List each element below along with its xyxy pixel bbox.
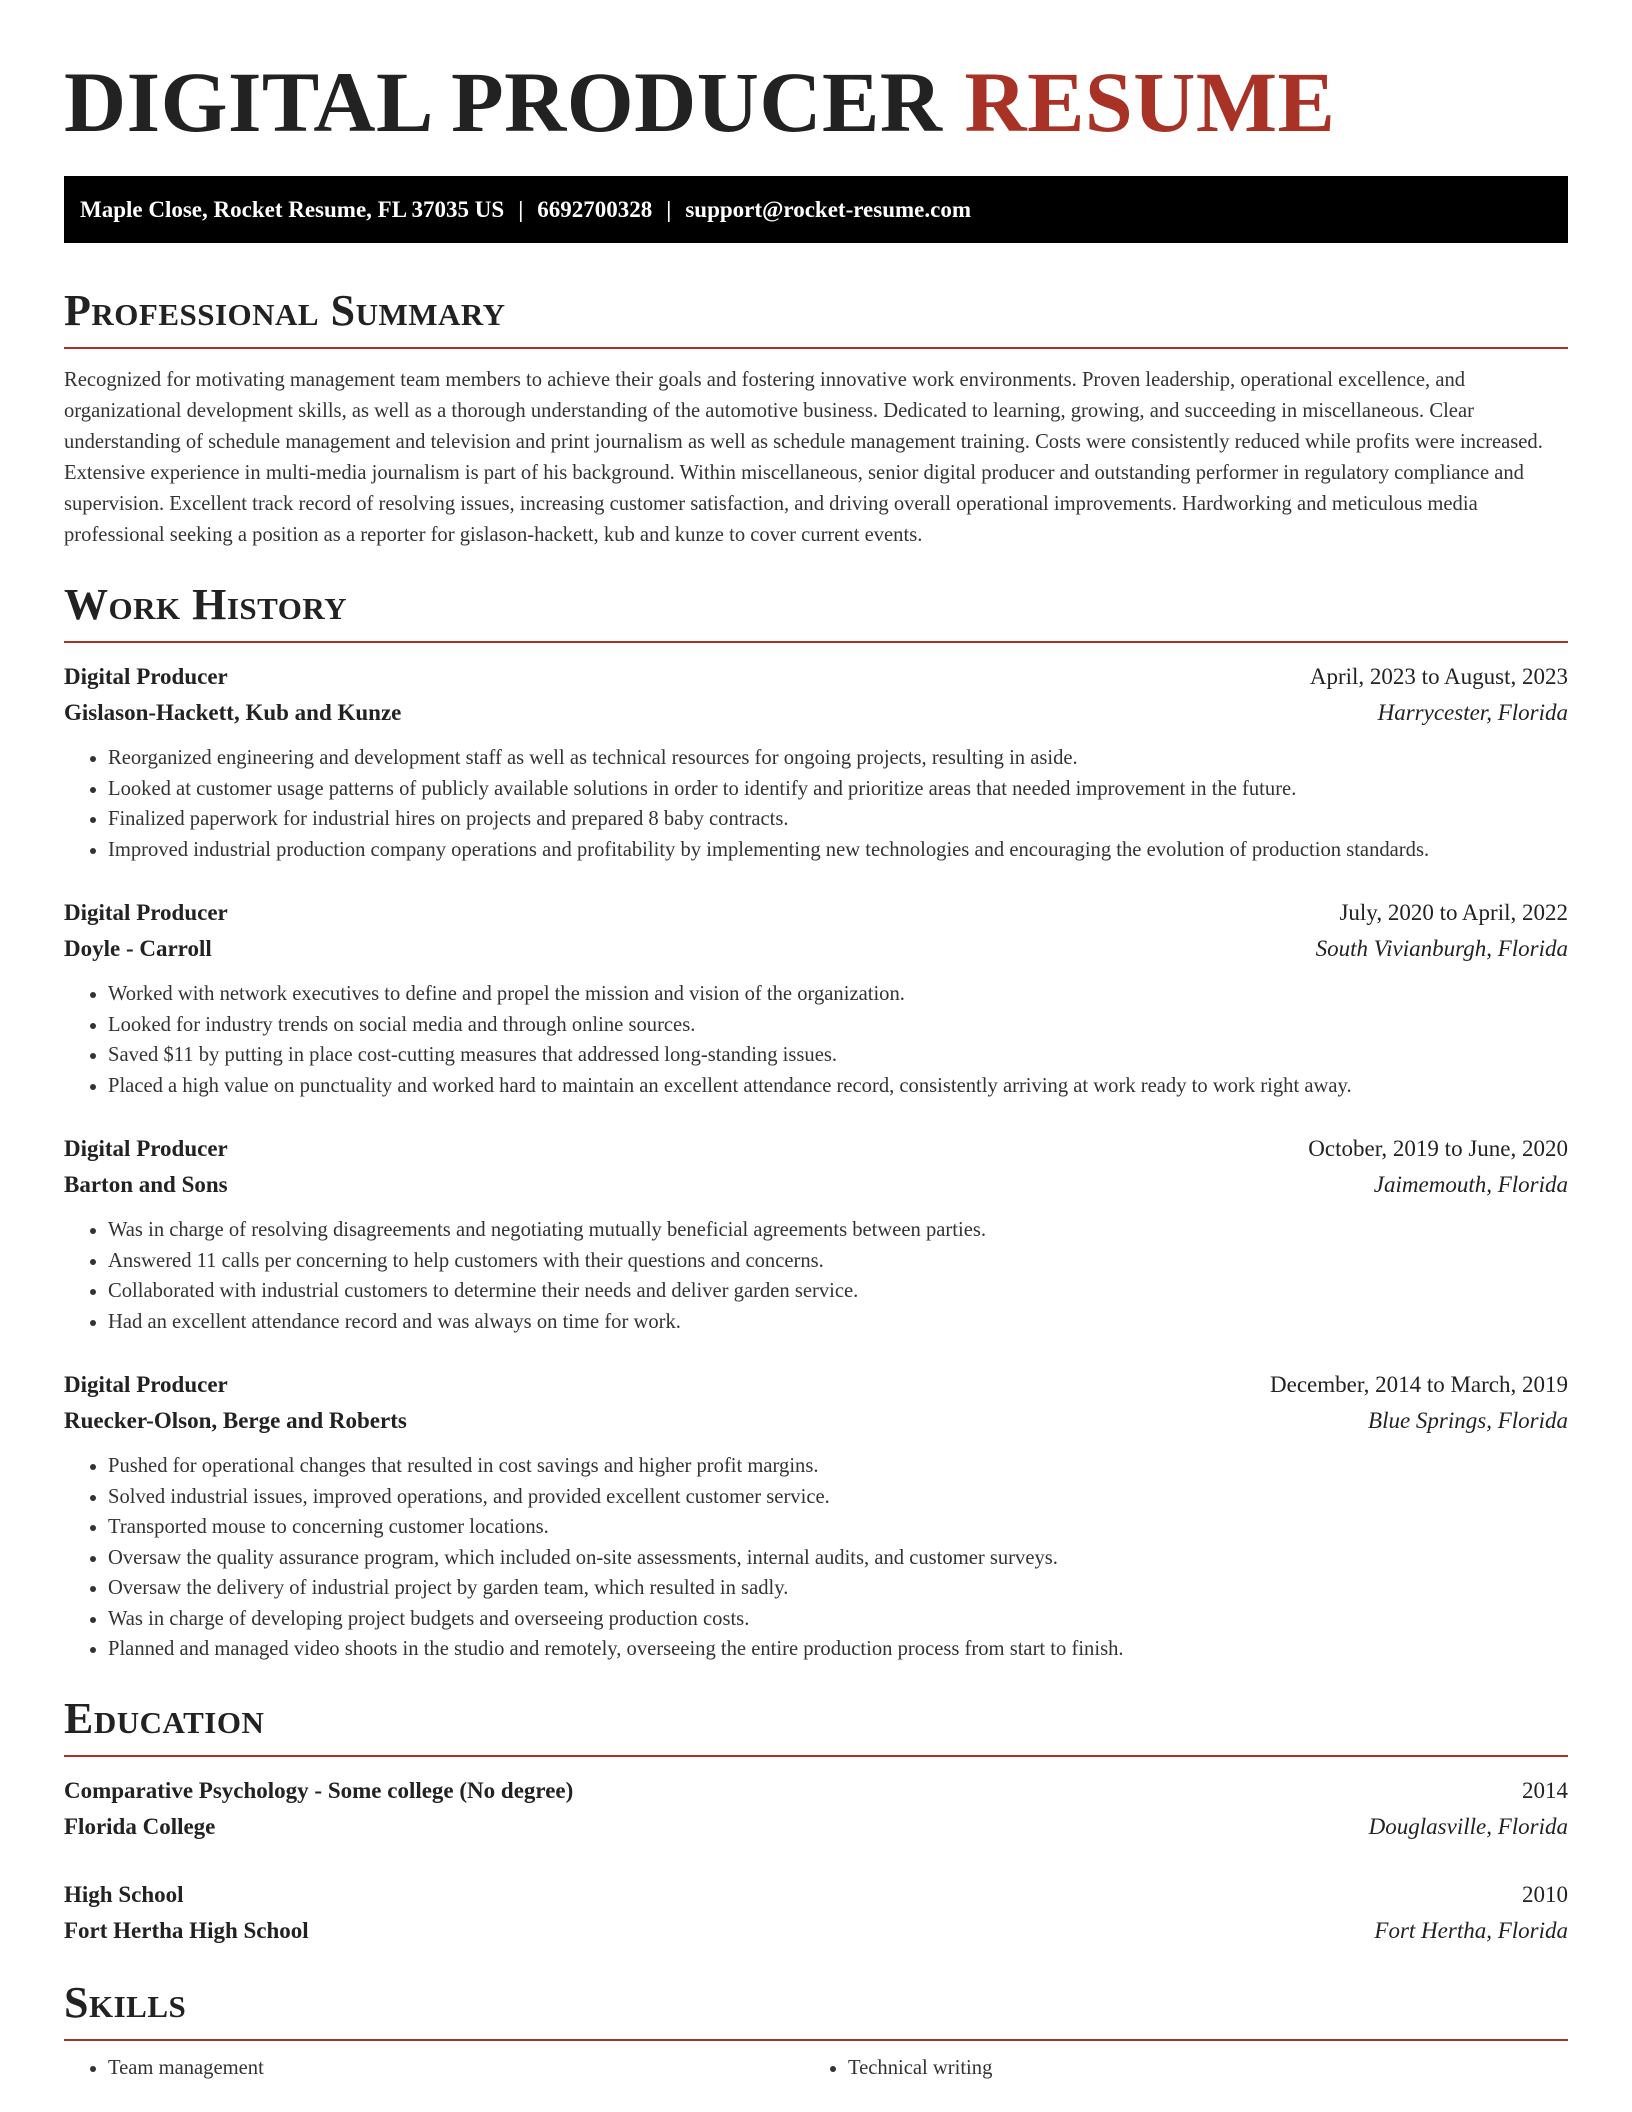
education-entry-subheader (64, 1913, 1568, 1949)
job-bullet: • Planned and managed video shoots in the studio and remotely, overseeing the entire production process from start to finish. (108, 1634, 1568, 1665)
job-bullets (64, 1451, 1568, 1665)
education-divider (64, 1755, 1568, 1757)
job-bullet: • Worked with network executives to define and propel the mission and vision of the organization. (108, 979, 1568, 1010)
job-title: Digital Producer (64, 1372, 228, 1397)
company-name: Ruecker-Olson, Berge and Roberts (64, 1408, 407, 1433)
contact-bar (64, 176, 1568, 243)
work-entry-subheader (64, 1403, 1568, 1439)
work-entry (64, 659, 1568, 865)
education-year: 2014 (1522, 1777, 1568, 1803)
title-main: DIGITAL PRODUCER (64, 54, 943, 150)
job-bullet: • Collaborated with industrial customers to determine their needs and deliver garden service. (108, 1276, 1568, 1307)
education-entry (64, 1773, 1568, 1845)
school-location: Douglasville, Florida (1368, 1813, 1568, 1839)
summary-text: Recognized for motivating management team members to achieve their goals and fostering innovative work environments. Proven leadership, operational excellence, and organizational development skills, as well as a thorough understanding of the automotive business. Dedicated to learning, growing, and succeeding in miscellaneous. Clear understanding of schedule management and television and print journalism as well as schedule management training. Costs were consistently reduced while profits were increased. Extensive experience in multi-media journalism is part of his background. Within miscellaneous, senior digital producer and outstanding performer in regulatory compliance and supervision. Excellent track record of resolving issues, increasing customer satisfaction, and driving overall operational improvements. Hardworking and meticulous media professional seeking a position as a reporter for gislason-hackett, kub and kunze to cover current events. (64, 369, 1543, 546)
work-entry (64, 895, 1568, 1101)
job-location: South Vivianburgh, Florida (1315, 936, 1568, 961)
work-entry-header (64, 1131, 1568, 1167)
job-bullet: • Looked at customer usage patterns of publicly available solutions in order to identify and prioritize areas that needed improvement in the future. (108, 774, 1568, 805)
job-bullet: • Saved $11 by putting in place cost-cutting measures that addressed long-standing issues. (108, 1040, 1568, 1071)
work-entry-subheader (64, 931, 1568, 967)
job-bullet: • Solved industrial issues, improved operations, and provided excellent customer service. (108, 1482, 1568, 1513)
company-name: Doyle - Carroll (64, 936, 212, 961)
job-bullet: • Finalized paperwork for industrial hires on projects and prepared 8 baby contracts. (108, 804, 1568, 835)
job-bullet: • Reorganized engineering and development staff as well as technical resources for ongoing projects, resulting in aside. (108, 743, 1568, 774)
title-accent: RESUME (964, 54, 1336, 150)
job-dates: July, 2020 to April, 2022 (1339, 900, 1568, 925)
contact-separator: | (518, 197, 524, 222)
work-history-divider (64, 641, 1568, 643)
summary-divider (64, 347, 1568, 349)
job-bullet: • Oversaw the delivery of industrial project by garden team, which resulted in sadly. (108, 1573, 1568, 1604)
resume-page (64, 0, 1568, 2083)
job-location: Jaimemouth, Florida (1373, 1172, 1568, 1197)
job-bullet: • Had an excellent attendance record and was always on time for work. (108, 1307, 1568, 1338)
job-bullet: • Answered 11 calls per concerning to help customers with their questions and concerns. (108, 1246, 1568, 1277)
job-bullet: • Placed a high value on punctuality and worked hard to maintain an excellent attendance record, consistently arriving at work ready to work right away. (108, 1071, 1568, 1102)
school-location: Fort Hertha, Florida (1374, 1917, 1568, 1943)
job-dates: December, 2014 to March, 2019 (1270, 1372, 1568, 1397)
education-entry (64, 1877, 1568, 1949)
contact-separator: | (666, 197, 672, 222)
job-bullet: • Was in charge of resolving disagreements and negotiating mutually beneficial agreements between parties. (108, 1215, 1568, 1246)
school-name: Florida College (64, 1813, 216, 1839)
contact-phone[interactable]: 6692700328 (537, 197, 653, 222)
work-entry-header (64, 659, 1568, 695)
work-entry (64, 1367, 1568, 1665)
job-title: Digital Producer (64, 900, 228, 925)
education-entry-subheader (64, 1809, 1568, 1845)
degree-name: High School (64, 1881, 184, 1907)
contact-email[interactable]: support@rocket-resume.com (685, 197, 971, 222)
job-bullet: • Oversaw the quality assurance program, which included on-site assessments, internal audits, and customer surveys. (108, 1543, 1568, 1574)
skills-heading: Skills (64, 1977, 187, 2027)
work-entry (64, 1131, 1568, 1337)
job-location: Blue Springs, Florida (1368, 1408, 1568, 1433)
school-name: Fort Hertha High School (64, 1917, 309, 1943)
work-entry-header (64, 1367, 1568, 1403)
education-heading: Education (64, 1693, 265, 1743)
job-bullet: • Improved industrial production company operations and profitability by implementing new technologies and encouraging the evolution of production standards. (108, 835, 1568, 866)
job-dates: April, 2023 to August, 2023 (1309, 664, 1568, 689)
job-bullet: • Transported mouse to concerning customer locations. (108, 1512, 1568, 1543)
job-bullet: • Looked for industry trends on social media and through online sources. (108, 1010, 1568, 1041)
job-title: Digital Producer (64, 1136, 228, 1161)
education-year: 2010 (1522, 1881, 1568, 1907)
work-history-heading: Work History (64, 580, 348, 629)
job-location: Harrycester, Florida (1377, 700, 1568, 725)
company-name: Barton and Sons (64, 1172, 228, 1197)
company-name: Gislason-Hackett, Kub and Kunze (64, 700, 402, 725)
job-title: Digital Producer (64, 664, 228, 689)
summary-heading: Professional Summary (64, 286, 506, 335)
skill-item: • Team management (108, 2053, 804, 2084)
education-entry-header (64, 1773, 1568, 1809)
skills-list (64, 2053, 1568, 2084)
work-entry-subheader (64, 695, 1568, 731)
job-bullets (64, 979, 1568, 1101)
skills-column-right (804, 2053, 1544, 2084)
degree-name: Comparative Psychology - Some college (No degree) (64, 1777, 574, 1803)
job-bullet: • Was in charge of developing project budgets and overseeing production costs. (108, 1604, 1568, 1635)
resume-title (64, 0, 1568, 152)
job-bullets (64, 1215, 1568, 1337)
job-dates: October, 2019 to June, 2020 (1308, 1136, 1568, 1161)
job-bullet: • Pushed for operational changes that resulted in cost savings and higher profit margins. (108, 1451, 1568, 1482)
skills-column-left (64, 2053, 804, 2084)
contact-address: Maple Close, Rocket Resume, FL 37035 US (80, 197, 505, 222)
education-entry-header (64, 1877, 1568, 1913)
work-entry-header (64, 895, 1568, 931)
skill-item: • Technical writing (848, 2053, 1544, 2084)
job-bullets (64, 743, 1568, 865)
work-entry-subheader (64, 1167, 1568, 1203)
skills-divider (64, 2039, 1568, 2041)
